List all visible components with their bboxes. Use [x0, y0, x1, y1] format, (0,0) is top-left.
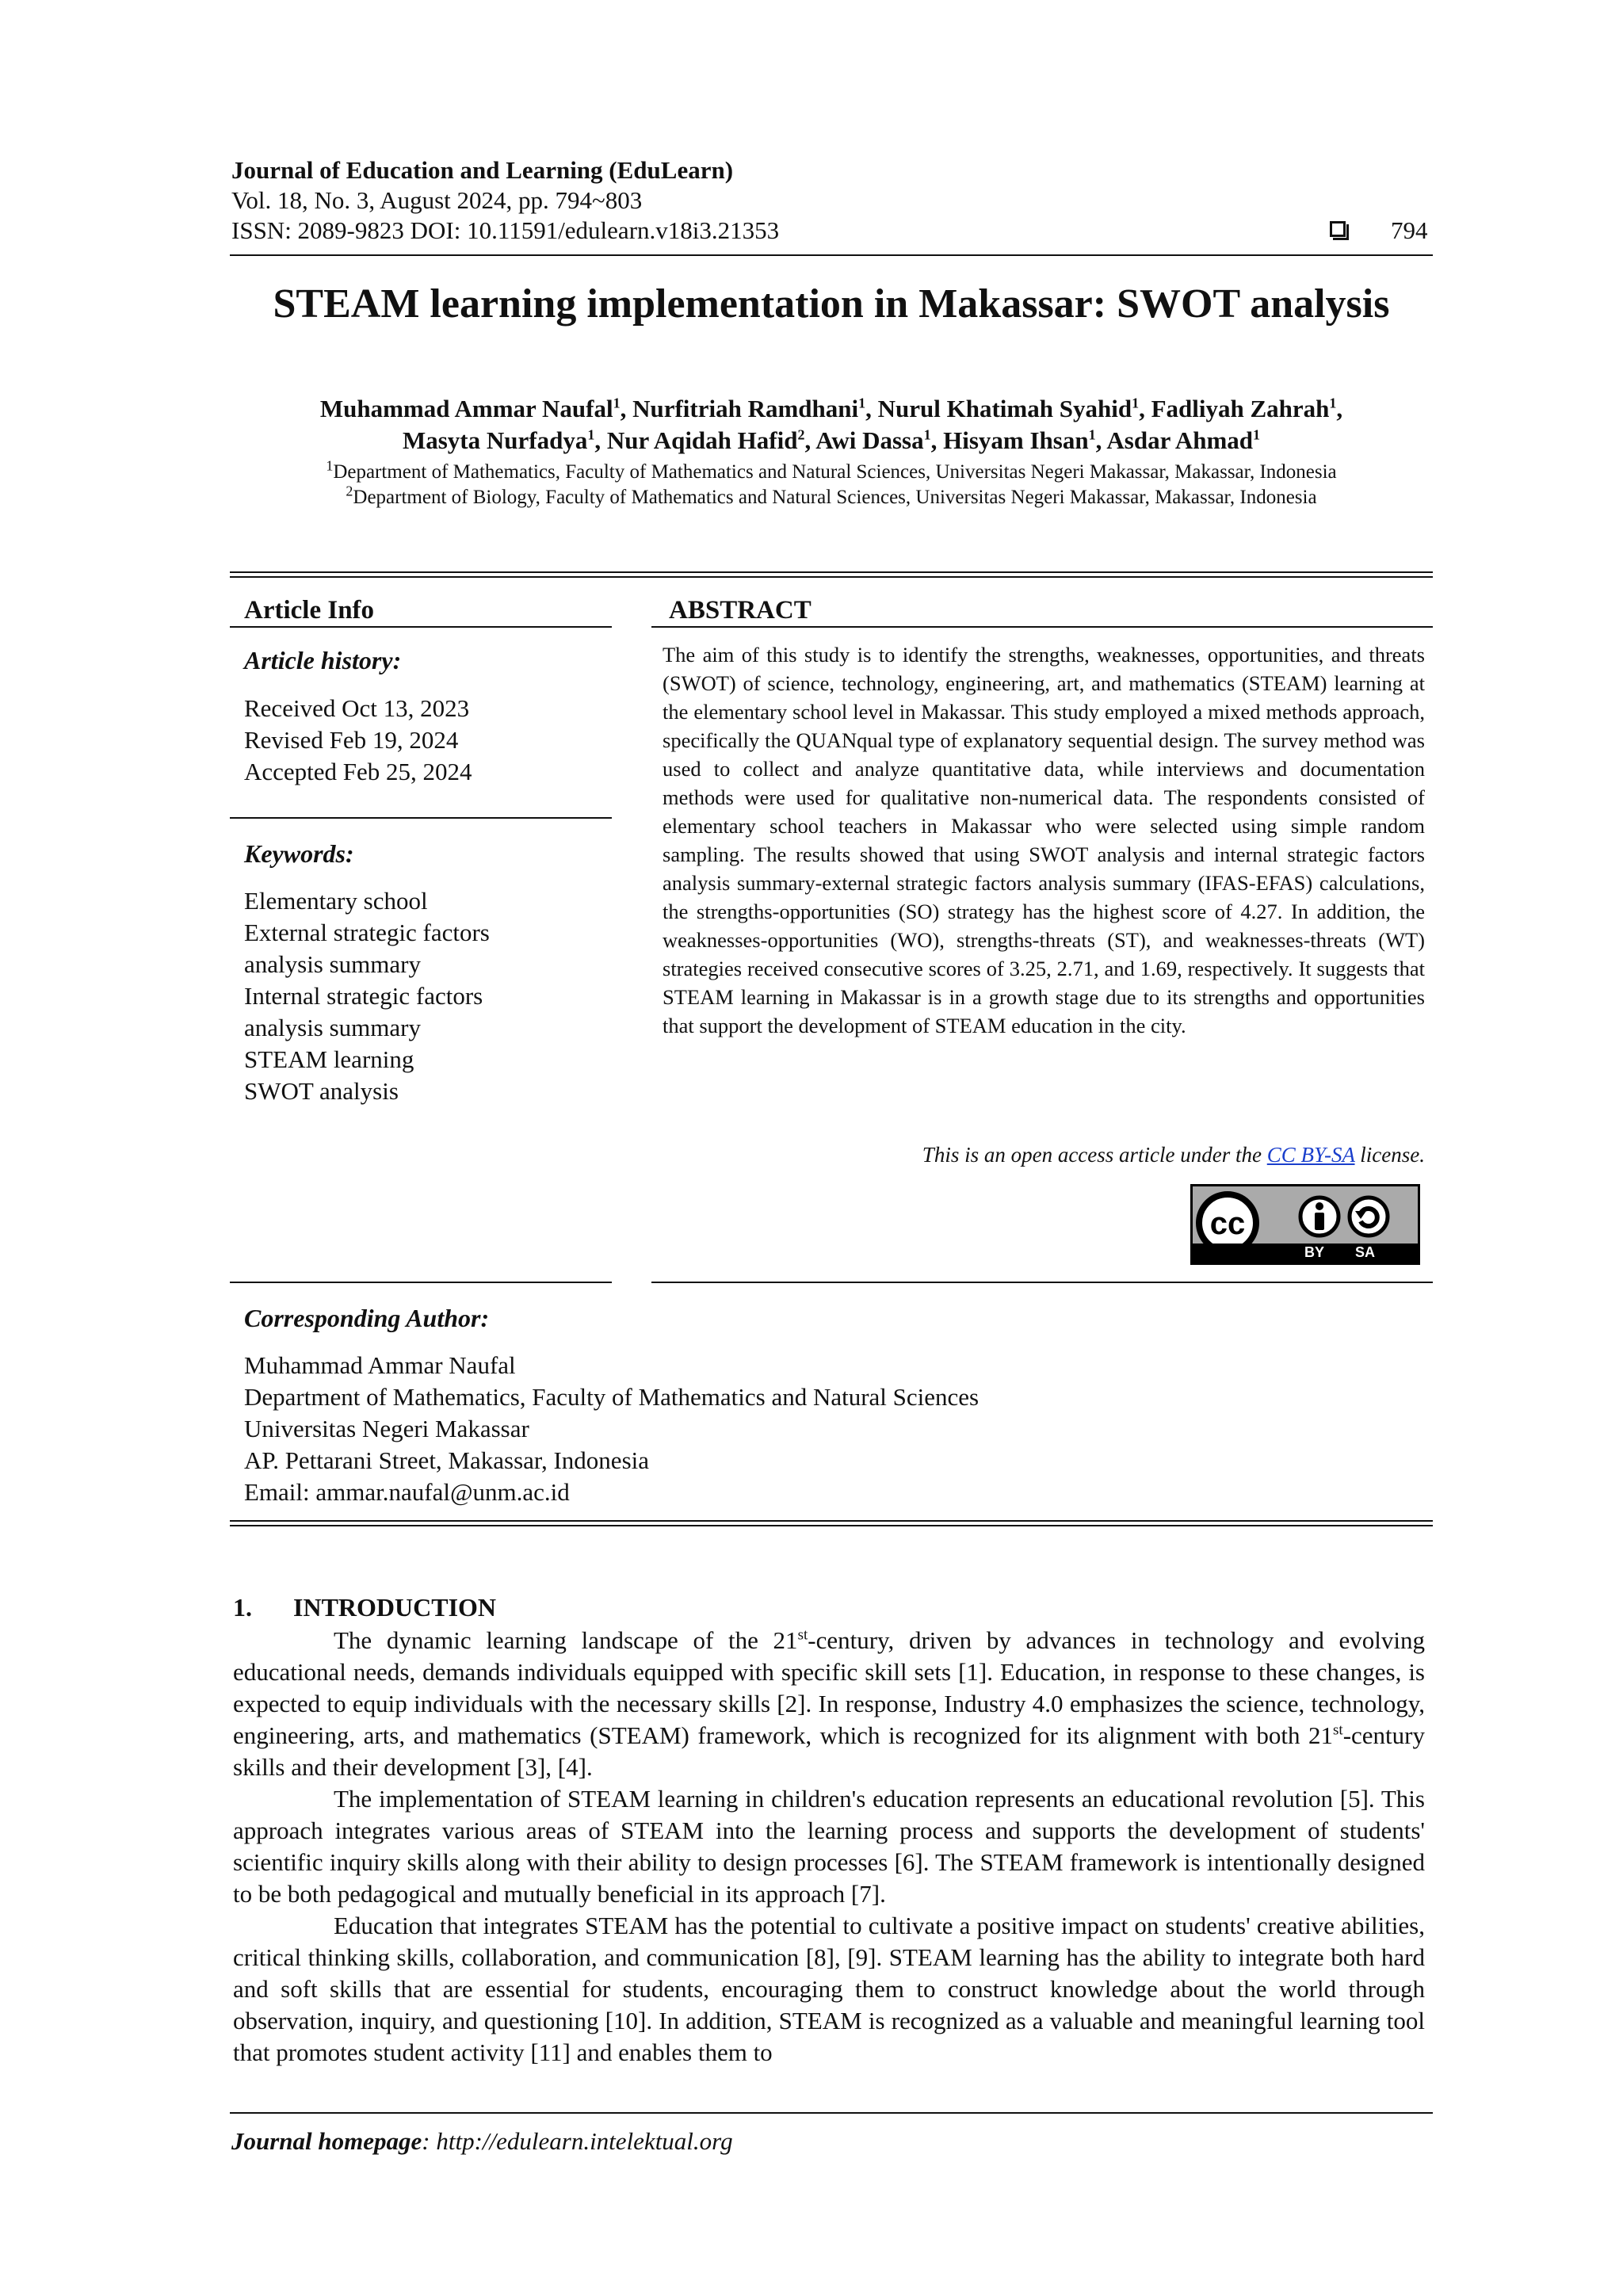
revised-date: Revised Feb 19, 2024: [244, 726, 459, 754]
author-name: Hisyam Ihsan: [943, 426, 1089, 454]
section-rule-bottom: [230, 1520, 1433, 1522]
corresponding-email[interactable]: Email: ammar.naufal@unm.ac.id: [244, 1478, 570, 1506]
keyword: STEAM learning: [244, 1045, 414, 1073]
footer-rule: [230, 2112, 1433, 2114]
corresponding-rule: [230, 1282, 612, 1283]
paragraph: Education that integrates STEAM has the potential to cultivate a positive impact on students' creative abilities, critical thinking skills, collaboration, and communication [8], [9]. STEAM learning has the ability to integrate both hard and soft skills that are essential for students, encouraging them to construct knowledge about the world through observation, inquiry, and questioning [10]. In addition, STEAM is recognized as a valuable and meaningful learning tool that promotes student activity [11] and enables them to: [233, 1912, 1425, 2066]
author-name: Awi Dassa: [815, 426, 924, 454]
author-name: Nur Aqidah Hafid: [606, 426, 798, 454]
section-rule-bottom-2: [230, 1525, 1433, 1526]
abstract-heading: ABSTRACT: [669, 596, 812, 625]
square-bullet-icon: [1330, 221, 1346, 237]
keyword: External strategic factors: [244, 919, 490, 946]
keywords-heading: Keywords:: [244, 839, 354, 868]
journal-homepage: Journal homepage: http://edulearn.intelektual.org: [231, 2127, 733, 2155]
abstract-rule: [651, 626, 1433, 628]
corresponding-name: Muhammad Ammar Naufal: [244, 1351, 516, 1379]
introduction-body: [233, 1625, 1425, 2069]
article-info-rule: [230, 626, 612, 628]
abstract-bottom-rule: [651, 1282, 1433, 1283]
header-rule: [230, 254, 1433, 256]
keyword: Elementary school: [244, 887, 428, 915]
article-history-heading: Article history:: [244, 646, 402, 674]
corresponding-dept: Department of Mathematics, Faculty of Mathematics and Natural Sciences: [244, 1383, 980, 1411]
journal-name: Journal of Education and Learning (EduLearn): [231, 156, 734, 184]
author-list: Muhammad Ammar Naufal$^1$, Nurfitriah Ramdhani$^1$, Nurul Khatimah Syahid$^1$, Fadliyah Zahrah$^1$, Masyta Nurfadya$^1$, Nur Aqidah Hafid$^2$, Awi Dassa$^1$, Hisyam Ihsan$^1$, Asdar Ahmad$^1$: [319, 395, 1343, 454]
corresponding-heading: Corresponding Author:: [244, 1304, 490, 1332]
license-statement: This is an open access article under the CC BY-SA license.: [922, 1143, 1425, 1167]
cc-by-sa-badge[interactable]: [1190, 1184, 1420, 1265]
author-name: Nurfitriah Ramdhani: [632, 395, 859, 422]
paragraph: The implementation of STEAM learning in children's education represents an educational revolution [5]. This approach integrates various areas of STEAM into the learning process and supports the development of students' scientific inquiry skills along with their ability to design processes [6]. The STEAM framework is intentionally designed to be both pedagogical and mutually beneficial in its approach [7].: [233, 1785, 1425, 1908]
author-name: Fadliyah Zahrah: [1151, 395, 1330, 422]
received-date: Received Oct 13, 2023: [244, 694, 470, 722]
corresponding-univ: Universitas Negeri Makassar: [244, 1415, 529, 1442]
keyword: SWOT analysis: [244, 1077, 399, 1105]
accepted-date: Accepted Feb 25, 2024: [244, 758, 472, 785]
author-name: Masyta Nurfadya: [402, 426, 588, 454]
license-link[interactable]: CC BY-SA: [1266, 1143, 1355, 1167]
section-heading: 1. INTRODUCTION: [233, 1593, 497, 1622]
author-name: Muhammad Ammar Naufal: [319, 395, 613, 422]
page-number: 794: [1391, 216, 1428, 244]
keywords-rule: [230, 817, 612, 819]
section-rule-top: [230, 571, 1433, 573]
keyword: analysis summary: [244, 950, 421, 978]
cc-by-label: BY: [1304, 1244, 1325, 1260]
author-name: Nurul Khatimah Syahid: [877, 395, 1132, 422]
keyword: Internal strategic factors: [244, 982, 483, 1010]
keyword: analysis summary: [244, 1014, 421, 1041]
section-rule-top-2: [230, 576, 1433, 578]
homepage-link[interactable]: : http://edulearn.intelektual.org: [422, 2127, 733, 2155]
corresponding-address: AP. Pettarani Street, Makassar, Indonesia: [244, 1446, 650, 1474]
affiliation-1: $^1$Department of Mathematics, Faculty of Mathematics and Natural Sciences, Universitas Negeri Makassar, Makassar, Indonesia: [326, 457, 1337, 483]
paragraph: The dynamic learning landscape of the 21st-century, driven by advances in technology and evolving educational needs, demands individuals equipped with specific skill sets [1]. Education, in response to these changes, is expected to equip individuals with the necessary skills [2]. In response, Industry 4.0 emphasizes the science, technology, engineering, arts, and mathematics (STEAM) framework, which is recognized for its alignment with both 21st-century skills and their development [3], [4].: [233, 1626, 1425, 1781]
cc-sa-label: SA: [1355, 1244, 1376, 1260]
paper-title: STEAM learning implementation in Makassar: SWOT analysis: [273, 281, 1390, 327]
abstract-text: The aim of this study is to identify the strengths, weaknesses, opportunities, and threats (SWOT) of science, technology, engineering, art, and mathematics (STEAM) learning at the elementary school level in Makassar. This study employed a mixed methods approach, specifically the QUANqual type of explanatory sequential design. The survey method was used to collect and analyze quantitative data, while interviews and documentation methods were used for qualitative non-numerical data. The respondents consisted of elementary school teachers in Makassar who were selected using simple random sampling. The results showed that using SWOT analysis and internal strategic factors analysis summary-external strategic factors analysis summary (IFAS-EFAS) calculations, the strengths-opportunities (SO) strategy has the highest score of 4.27. In addition, the weaknesses-opportunities (WO), strengths-threats (ST), and weaknesses-threats (WT) strategies received consecutive scores of 3.25, 2.71, and 1.69, respectively. It suggests that STEAM learning in Makassar is in a growth stage due to its strengths and opportunities that support the development of STEAM education in the city.: [663, 643, 1425, 1037]
svg-text:cc: cc: [1209, 1206, 1246, 1241]
journal-volume: Vol. 18, No. 3, August 2024, pp. 794~803: [231, 186, 643, 214]
article-info-heading: Article Info: [244, 596, 375, 625]
affiliation-2: $^2$Department of Biology, Faculty of Mathematics and Natural Sciences, Universitas Negeri Makassar, Makassar, Indonesia: [346, 483, 1317, 508]
author-name: Asdar Ahmad: [1106, 426, 1254, 454]
journal-issn-doi: ISSN: 2089-9823 DOI: 10.11591/edulearn.v18i3.21353: [231, 216, 780, 244]
